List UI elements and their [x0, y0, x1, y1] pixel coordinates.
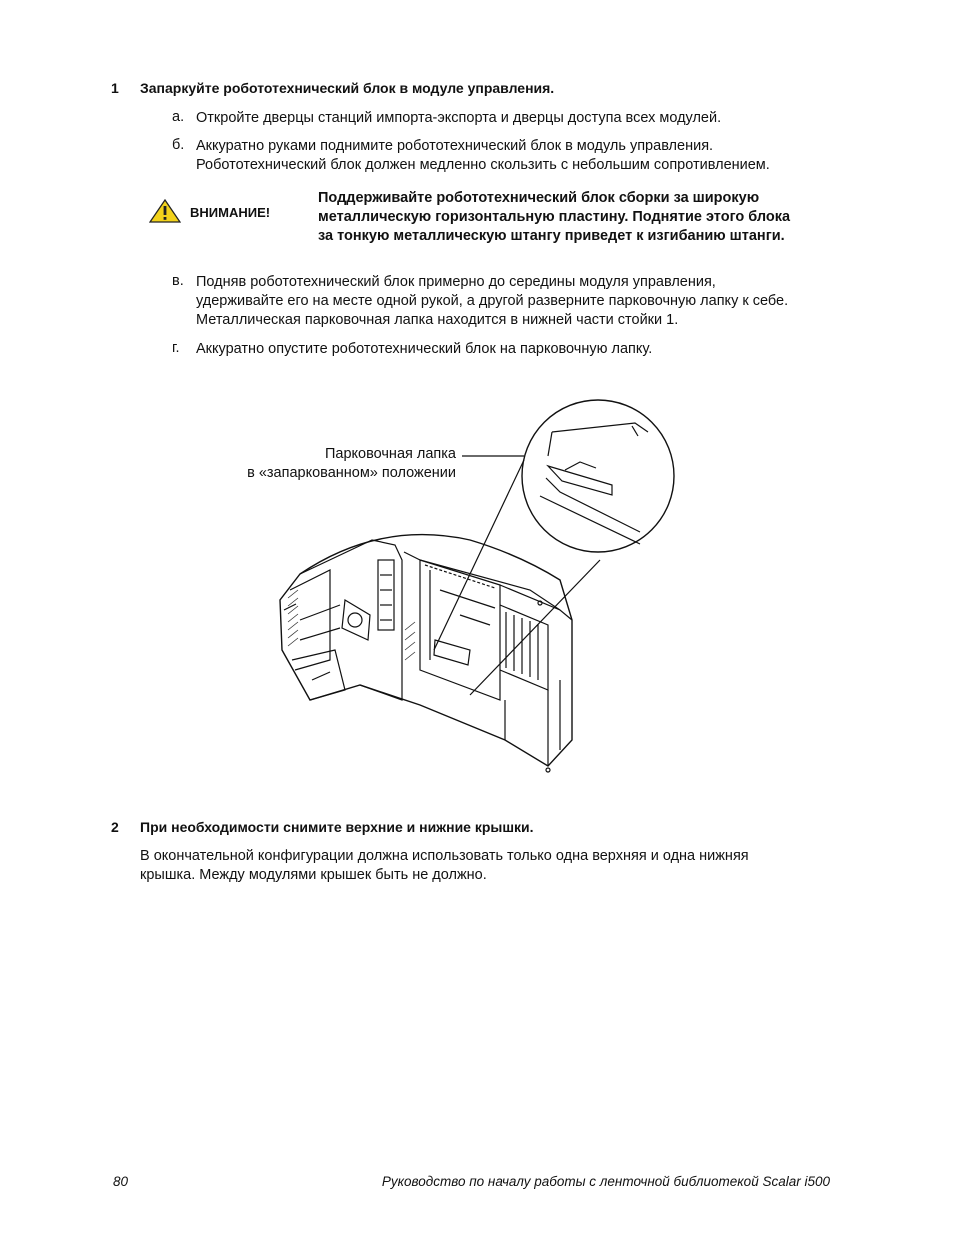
step-2-number: 2 [111, 819, 119, 835]
step-1-title: Запаркуйте робототехнический блок в модуле управления. [140, 80, 555, 96]
step-1v-text: Подняв робототехнический блок примерно до середины модуля управления, удерживайте его на месте одной рукой, а другой разверните парковочную лапку к себе. Металлическая парковочная лапка находится в нижней части стойки 1. [196, 274, 789, 328]
step-1g-letter: г. [172, 340, 180, 356]
step-2-text: В окончательной конфигурации должна использовать только одна верхняя и одна нижняя крышка. Между модулями крышек быть не должно. [140, 848, 749, 883]
figure-callout: Парковочная лапка в «запаркованном» положении [247, 446, 456, 481]
warning-label: ВНИМАНИЕ! [190, 205, 271, 220]
step-1a-letter: а. [172, 109, 185, 125]
step-1a-text: Откройте дверцы станций импорта-экспорта и дверцы доступа всех модулей. [196, 110, 722, 126]
step-1b-letter: б. [172, 137, 185, 153]
step-1b-text: Аккуратно руками поднимите робототехнический блок в модуль управления. Робототехнический блок должен медленно скользить с небольшим сопротивлением. [196, 138, 770, 173]
page-number: 80 [113, 1174, 129, 1189]
warning-text: Поддерживайте робототехнический блок сборки за широкую металлическую горизонтальную пластину. Поднятие этого блока за тонкую металлическую штангу приведет к изгибанию штанги. [318, 190, 791, 244]
step-1v-letter: в. [172, 273, 184, 289]
step-1-number: 1 [111, 80, 119, 96]
step-2-title: При необходимости снимите верхние и нижние крышки. [140, 819, 534, 835]
footer-doc-title: Руководство по началу работы с ленточной библиотекой Scalar i500 [381, 1174, 830, 1189]
step-1g-text: Аккуратно опустите робототехнический блок на парковочную лапку. [196, 341, 653, 357]
